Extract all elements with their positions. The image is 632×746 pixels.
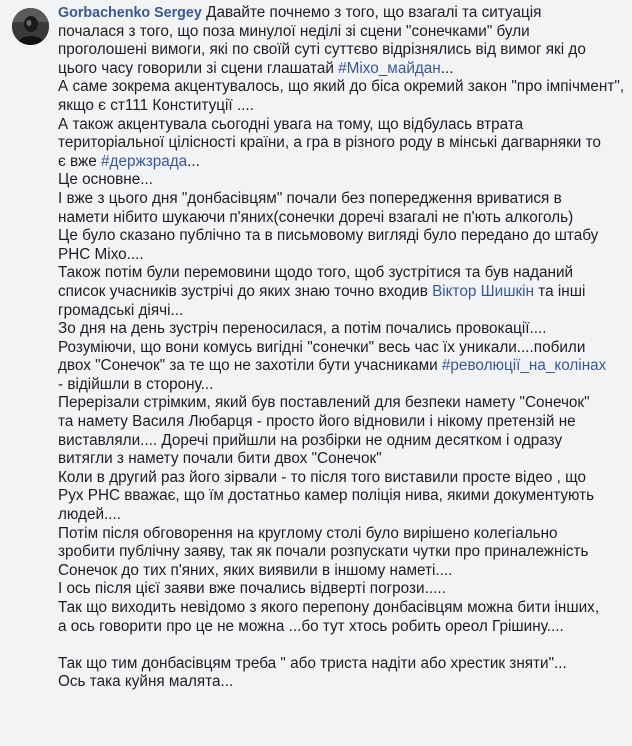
comment-line: [58, 134, 630, 153]
comment-line: [58, 580, 630, 599]
comment-text: Розуміючи, що вони комусь вигідні "сонечки" весь час їх уникали....побили: [58, 338, 586, 356]
comment-line: [58, 506, 630, 525]
comment-line: [58, 116, 630, 135]
hashtag-link[interactable]: #Міхо_майдан: [338, 59, 441, 77]
comment-text: витягли з намету почали бити двох "Сонечок": [58, 450, 382, 468]
comment-text: Так що виходить невідомо з якого перепону донбасівцям можна бити інших,: [58, 599, 600, 616]
comment-text: ...: [187, 152, 200, 170]
comment-text: Давайте почнемо з того, що взагалі та ситуація: [201, 4, 542, 21]
comment-text: Зо дня на день зустріч переносилася, а потім почались провокації....: [58, 320, 547, 338]
comment-line: [58, 394, 630, 413]
comment-line: [58, 487, 630, 506]
comment-line: [58, 655, 630, 674]
comment-line: [58, 599, 630, 618]
comment-text: А саме зокрема акцентувалось, що який до біса окремий закон "про імпічмент",: [58, 78, 625, 96]
comment-line: [58, 376, 630, 395]
comment-text: Також потім були перемовини щодо того, щоб зустрітися та був наданий: [58, 264, 574, 282]
user-avatar-icon: [12, 8, 49, 45]
comment-text: проголошені вимоги, які по своїй суті суттєво відрізнялись від вимог які до: [58, 41, 586, 59]
comment-line: [58, 23, 630, 42]
comment-text: зробити публічну заяву, так як почали розпускати чутки про приналежність: [58, 543, 589, 561]
comment-line: [58, 190, 630, 209]
comment-line: [58, 78, 630, 97]
comment-text: Потім після обговорення на круглому столі було вирішено колегіально: [58, 524, 558, 542]
comment-line: [58, 339, 630, 358]
comment-line: [58, 320, 630, 339]
author-name-link[interactable]: Gorbachenko Sergey: [58, 5, 202, 21]
comment-line: [58, 413, 630, 432]
comment-line: [58, 283, 630, 302]
comment-text: Ось така куйня малята...: [58, 673, 234, 691]
comment-text: - відійшли в сторону...: [58, 375, 214, 393]
comment-line: [58, 227, 630, 246]
comment-line: [58, 264, 630, 283]
comment-text: є вже: [58, 152, 102, 170]
comment-text: І ось після цієї заяви вже почались відверті погрози.....: [58, 580, 446, 598]
comment-body: [58, 4, 630, 692]
comment-text: двох "Сонечок" за те що не захотіли бути учасниками: [58, 357, 442, 375]
hashtag-link[interactable]: Віктор Шишкін: [432, 282, 535, 300]
comment-text: ...: [440, 59, 454, 77]
comment-text: територіальної цілісності країни, а гра в різного роду в мінські дагварняки то: [58, 134, 601, 152]
comment-line: [58, 562, 630, 581]
comment-text: І вже з цього дня "донбасівцям" почали без попередження вриватися в: [58, 189, 562, 207]
comment-text: а ось говорити про це не можна ...бо тут хтось робить ореол Грішину....: [58, 617, 564, 635]
comment-line: [58, 171, 630, 190]
comment-text: та намету Василя Любарця - просто його відновили і нікому претензій не: [58, 413, 576, 431]
comment-line: [58, 41, 630, 60]
comment-text: Перерізали стрімким, який був поставлений для безпеки намету "Сонечок": [58, 394, 590, 412]
comment-text: Це було сказано публічно та в письмовому вигляді було передано до штабу: [58, 227, 599, 245]
comment-text: Це основне...: [58, 171, 154, 189]
comment-line: [58, 97, 630, 116]
comment-line: [58, 4, 630, 23]
comment-line: [58, 450, 630, 469]
comment-line: [58, 673, 630, 692]
comment-text: цього часу говорили зі сцени глашатай: [58, 59, 339, 77]
hashtag-link[interactable]: #держзрада: [101, 152, 188, 170]
comment-line: [58, 357, 630, 376]
comment-text: РНС Міхо....: [58, 245, 144, 263]
comment-line: [58, 432, 630, 451]
comment-line: [58, 246, 630, 265]
comment-line: [58, 209, 630, 228]
comment-line: [58, 153, 630, 172]
comment-text: Так що тим донбасівцям треба " або триста надіти або хрестик зняти"...: [58, 654, 567, 672]
author-avatar[interactable]: [12, 8, 49, 45]
comment-text: якщо є ст111 Конституції ....: [58, 96, 254, 114]
comment-line: [58, 636, 630, 655]
hashtag-link[interactable]: #революції_на_колінах: [441, 357, 607, 375]
comment-line: [58, 302, 630, 321]
comment-text: та інші: [534, 282, 586, 300]
comment-text: почалася з того, що поза минулої неділі зі сцени "сонечками" були: [58, 22, 530, 40]
comment-text: Сонечок до тих п'яних, яких виявили в іншому наметі....: [58, 561, 453, 579]
comment-line: [58, 60, 630, 79]
comment-text: Рух РНС вважає, що їм достатньо камер поліція нива, якими документують: [58, 487, 595, 505]
comment-line: [58, 525, 630, 544]
comment-line: [58, 469, 630, 488]
comment-line: [58, 618, 630, 637]
comment-text: Коли в другий раз його зірвали - то після того виставили просте відео , що: [58, 468, 587, 486]
comment-text: виставляли.... Доречі прийшли на розбірки не одним десятком і одразу: [58, 431, 563, 449]
comment-text: намети нібито шукаючи п'яних(сонечки доречі взагалі не п'ють алкоголь): [58, 208, 574, 226]
comment-text: громадські діячі...: [58, 301, 184, 319]
comment-line: [58, 543, 630, 562]
comment-text: список учасників зустрічі до яких знаю точно входив: [58, 282, 433, 300]
comment-text: А також акцентувала сьогодні увага на тому, що відбулась втрата: [58, 115, 524, 133]
comment-text: людей....: [58, 506, 122, 524]
